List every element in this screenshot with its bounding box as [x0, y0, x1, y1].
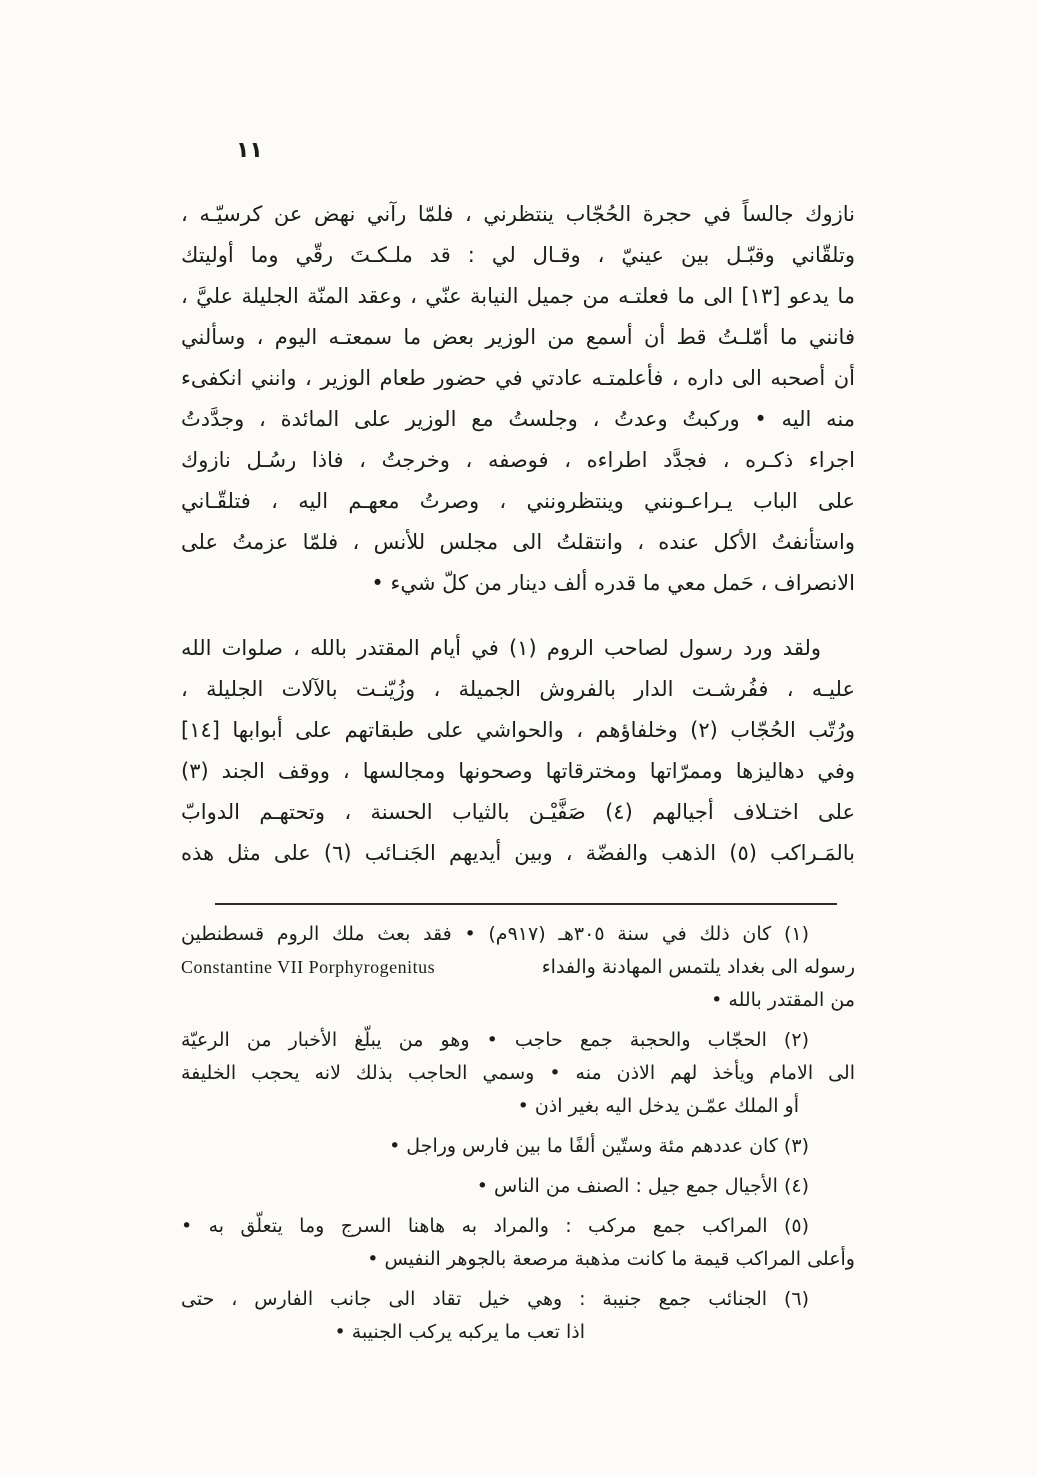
footnote-line: (٦) الجنائب جمع جنيبة : وهي خيل تقاد الى جانب الفارس ، حتى [181, 1288, 809, 1310]
text-line: وتلقّاني وقبّـل بين عينيّ ، وقـال لي : قد ملـكـتَ رقّي وما أوليتك [181, 243, 855, 267]
footnote-line: الى الامام ويأخذ لهم الاذن منه • وسمي الحاجب بذلك لانه يحجب الخليفة [181, 1062, 855, 1084]
text-line: على اختـلاف أجيالهم (٤) صَفَّيْـن بالثياب الحسنة ، وتحتهـم الدوابّ [181, 800, 855, 824]
footnote-2 [181, 1024, 855, 1123]
footnote-arabic-text: رسوله الى بغداد يلتمس المهادنة والفداء [541, 956, 855, 978]
paragraph-1 [181, 194, 855, 604]
text-line: فانني ما أمّلـتُ قط أن أسمع من الوزير بعض ما سمعتـه اليوم ، وسألني [181, 325, 855, 349]
footnote-line: وأعلى المراكب قيمة ما كانت مذهبة مرصعة بالجوهر النفيس • [367, 1248, 855, 1270]
text-line: اجراء ذكـره ، فجدَّد اطراءه ، فوصفه ، وخرجتُ ، فاذا رسُـل نازوك [181, 448, 855, 472]
text-line: ورُتّب الحُجّاب (٢) وخلفاؤهم ، والحواشي على طبقاتهم على أبوابها [١٤] [181, 718, 855, 742]
text-line: أن أصحبه الى داره ، فأعلمتـه عادتي في حضور طعام الوزير ، وانني انكفىء [181, 366, 855, 390]
text-line: بالمَـراكب (٥) الذهب والفضّة ، وبين أيديهم الجَنـائب (٦) على مثل هذه [181, 841, 856, 865]
footnote-line: من المقتدر بالله • [711, 989, 855, 1011]
paragraph-2 [181, 628, 855, 874]
footnote-divider [215, 903, 837, 905]
text-line: منه اليه • وركبتُ وعدتُ ، وجلستُ مع الوزير على المائدة ، وجدَّدتُ [181, 407, 855, 431]
footnote-4 [181, 1170, 855, 1203]
footnote-5 [181, 1210, 855, 1276]
footnote-line: أو الملك عمّـن يدخل اليه بغير اذن • [517, 1095, 799, 1117]
text-line: عليـه ، ففُرشـت الدار بالفروش الجميلة ، وزُيّنـت بالآلات الجليلة ، [181, 677, 855, 701]
text-line: على الباب يـراعـونني وينتظرونني ، وصرتُ معهـم اليه ، فتلقّـاني [181, 489, 855, 513]
footnote-line-mixed [181, 951, 855, 984]
footnote-line: (٢) الحجّاب والحجبة جمع حاجب • وهو من يبلّغ الأخبار من الرعيّة [181, 1029, 809, 1051]
footnote-line: (٤) الأجيال جمع جيل : الصنف من الناس • [476, 1175, 809, 1197]
text-line: الانصراف ، حَمل معي ما قدره ألف دينار من كلّ شيء • [371, 571, 855, 595]
footnote-1 [181, 918, 855, 1017]
text-line: ما يدعو [١٣] الى ما فعلتـه من جميل النيابة عنّي ، وعقد المنّة الجليلة عليَّ ، [181, 284, 856, 308]
text-line: ولقد ورد رسول لصاحب الروم (١) في أيام المقتدر بالله ، صلوات الله [181, 636, 821, 660]
footnote-3 [181, 1130, 855, 1163]
footnotes-section [181, 918, 855, 1356]
page-number: ١١ [236, 138, 263, 163]
text-line: نازوك جالساً في حجرة الحُجّاب ينتظرني ، فلمّا رآني نهض عن كرسيّـه ، [181, 202, 855, 226]
main-text [181, 194, 855, 874]
footnote-line: (٥) المراكب جمع مركب : والمراد به هاهنا السرج وما يتعلّق به • [181, 1215, 809, 1237]
text-line: وفي دهاليزها وممرّاتها ومخترقاتها وصحونها ومجالسها ، ووقف الجند (٣) [181, 759, 855, 783]
footnote-6 [181, 1283, 855, 1349]
footnote-line: اذا تعب ما يركبه يركب الجنيبة • [334, 1321, 585, 1343]
text-line: واستأنفتُ الأكل عنده ، وانتقلتُ الى مجلس للأنس ، فلمّا عزمتُ على [181, 530, 855, 554]
latin-name-text: Constantine VII Porphyrogenitus [181, 957, 436, 977]
footnote-line: (١) كان ذلك في سنة ٣٠٥هـ (٩١٧م) • فقد بعث ملك الروم قسطنطين [181, 923, 809, 945]
footnote-line: (٣) كان عددهم مئة وستّين ألفًا ما بين فارس وراجل • [389, 1135, 809, 1157]
